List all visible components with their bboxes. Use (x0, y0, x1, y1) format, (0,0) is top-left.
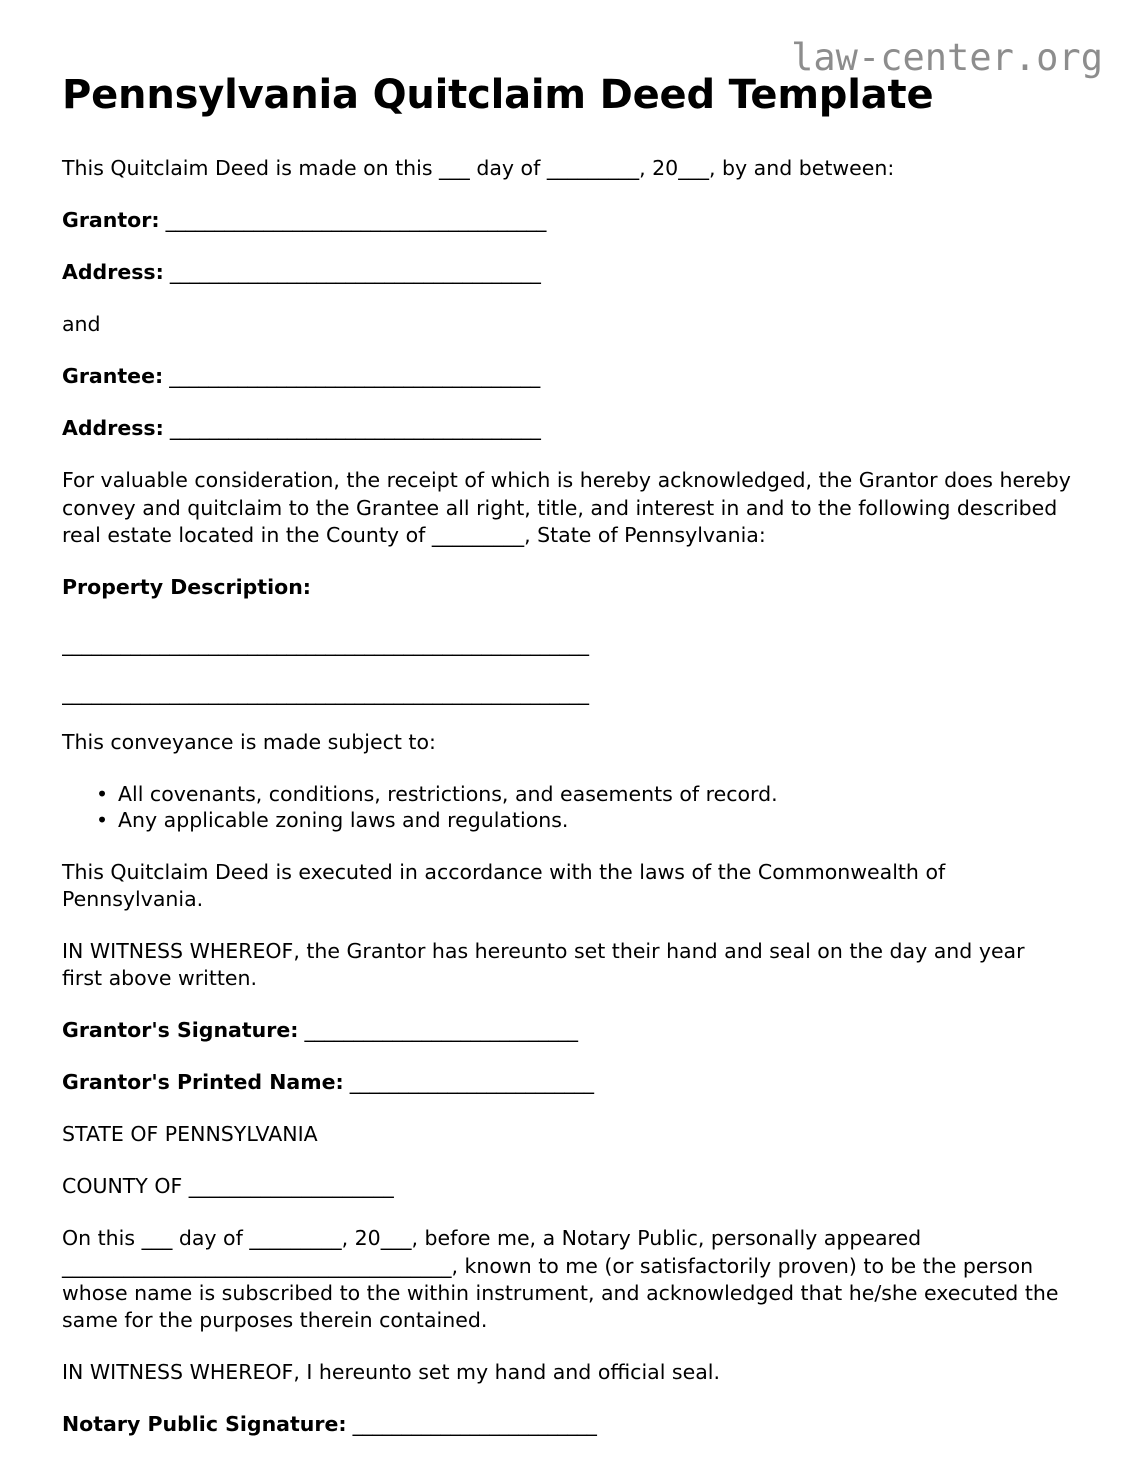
state-line: STATE OF PENNSYLVANIA (62, 1122, 318, 1147)
notary-signature-label: Notary Public Signature: (62, 1411, 347, 1436)
property-description-heading: Property Description: (62, 574, 311, 599)
list-item: • Any applicable zoning laws and regulations. (118, 807, 1071, 834)
grantee-address-blank[interactable]: ______________________________________ (163, 416, 541, 441)
property-description-blank-2[interactable]: ______________________________________________________ (62, 680, 589, 705)
grantor-address-label: Address: (62, 260, 164, 285)
grantor-address-blank[interactable]: ______________________________________ (163, 260, 541, 285)
intro-paragraph: This Quitclaim Deed is made on this ___ day of _________, 20___, by and between: (62, 156, 895, 181)
execution-clause-paragraph: This Quitclaim Deed is executed in accordance with the laws of the Commonwealth of Pennsylvania. (62, 860, 946, 912)
notary-witness-clause-paragraph: IN WITNESS WHEREOF, I hereunto set my hand and official seal. (62, 1359, 720, 1384)
consideration-paragraph: For valuable consideration, the receipt of which is hereby acknowledged, the Grantor does hereby convey and quitclaim to the Grantee all right, title, and interest in and to the following described real estate located in the County of _________, State of Pennsylvania: (62, 468, 1071, 547)
grantor-printed-name-field (62, 1069, 1071, 1096)
conveyance-subject-paragraph: This conveyance is made subject to: (62, 729, 436, 754)
property-description-blank-1[interactable]: ______________________________________________________ (62, 631, 589, 656)
grantee-address-label: Address: (62, 416, 164, 441)
grantor-signature-blank[interactable]: ____________________________ (298, 1018, 578, 1043)
notary-acknowledgment-paragraph: On this ___ day of _________, 20___, before me, a Notary Public, personally appeared ______________________________________, known to me (or satisfactorily proven) to be the person whose name is subscribed to the within instrument, and acknowledged that he/she executed the same for the purposes therein contained. (62, 1226, 1059, 1332)
grantee-label: Grantee: (62, 364, 164, 389)
grantee-address-field (62, 415, 1071, 442)
witness-clause-paragraph: IN WITNESS WHEREOF, the Grantor has hereunto set their hand and seal on the day and year first above written. (62, 939, 1025, 991)
grantor-printed-name-blank[interactable]: _________________________ (343, 1070, 594, 1095)
grantee-field (62, 363, 1071, 390)
and-connector: and (62, 312, 101, 337)
grantor-blank[interactable]: _______________________________________ (159, 208, 546, 233)
grantee-blank[interactable]: ______________________________________ (163, 364, 540, 389)
site-watermark: law-center.org (791, 36, 1103, 79)
list-item: • All covenants, conditions, restrictions, and easements of record. (118, 781, 1071, 808)
grantor-printed-name-label: Grantor's Printed Name: (62, 1070, 344, 1095)
grantor-field (62, 207, 1071, 234)
grantor-signature-label: Grantor's Signature: (62, 1018, 299, 1043)
document-body (62, 72, 1071, 1463)
conveyance-conditions-list (62, 781, 1071, 834)
grantor-signature-field (62, 1017, 1071, 1044)
grantor-address-field (62, 259, 1071, 286)
county-line[interactable]: COUNTY OF ____________________ (62, 1174, 394, 1199)
grantor-label: Grantor: (62, 208, 160, 233)
notary-signature-field (62, 1411, 1071, 1438)
notary-signature-blank[interactable]: _________________________ (346, 1411, 597, 1436)
page-title: Pennsylvania Quitclaim Deed Template (62, 72, 934, 118)
